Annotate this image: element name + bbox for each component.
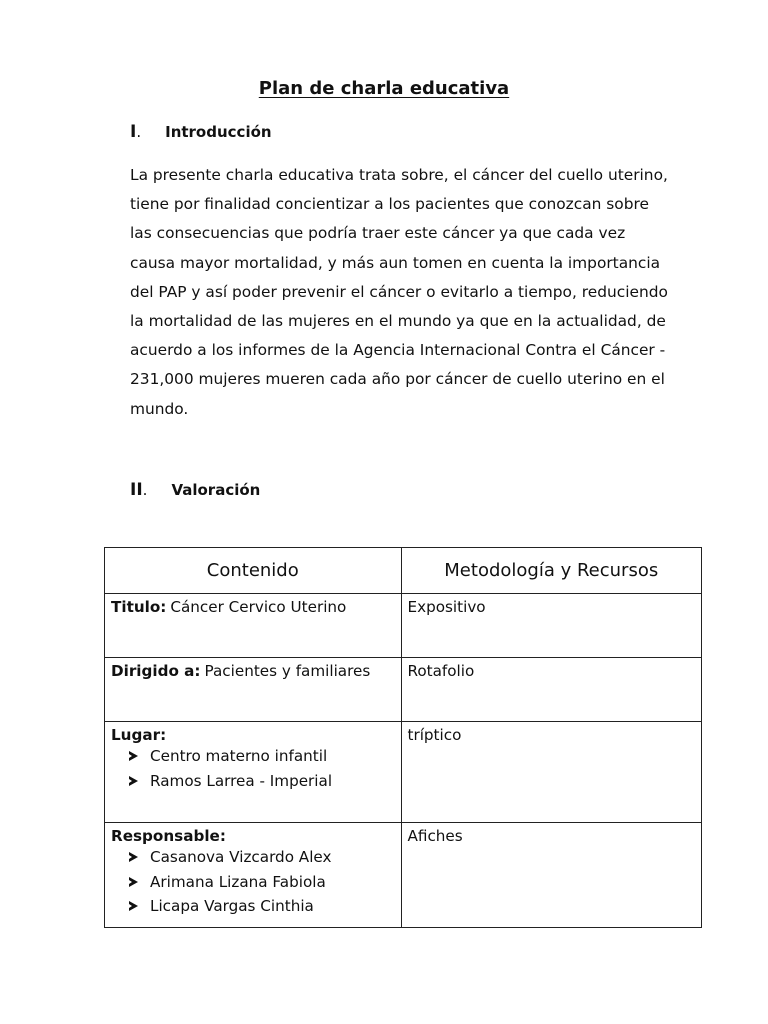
list-item bbox=[129, 894, 395, 919]
section-heading-valoracion bbox=[130, 480, 260, 500]
cell-contenido bbox=[105, 722, 402, 823]
arrow-bullet-icon bbox=[129, 901, 138, 911]
section-number: II bbox=[130, 480, 143, 500]
row-label: Responsable: bbox=[111, 827, 226, 845]
section-separator: . bbox=[136, 123, 142, 141]
cell-recurso: Expositivo bbox=[401, 594, 702, 658]
arrow-bullet-icon bbox=[129, 751, 138, 761]
list-item-text: Centro materno infantil bbox=[150, 747, 328, 765]
row-value: Cáncer Cervico Uterino bbox=[170, 598, 347, 616]
arrow-bullet-icon bbox=[129, 877, 138, 887]
cell-contenido bbox=[105, 658, 402, 722]
list-item-text: Ramos Larrea - Imperial bbox=[150, 771, 333, 790]
responsable-list bbox=[111, 845, 395, 919]
section-title: Valoración bbox=[171, 481, 261, 499]
row-label: Titulo: bbox=[111, 598, 167, 616]
list-item bbox=[129, 870, 395, 895]
cell-contenido bbox=[105, 823, 402, 928]
table-row-lugar bbox=[105, 722, 702, 823]
cell-contenido bbox=[105, 594, 402, 658]
document-title: Plan de charla educativa bbox=[258, 78, 510, 99]
section-separator: . bbox=[142, 481, 148, 499]
list-item bbox=[129, 769, 395, 794]
introduction-paragraph: La presente charla educativa trata sobre, el cáncer del cuello uterino, tiene por finalidad concientizar a los pacientes que conozcan sobre las consecuencias que podría traer este cáncer ya que cada vez causa mayor mortalidad, y más aun tomen en cuenta la importancia del PAP y así poder prevenir el cáncer o evitarlo a tiempo, reduciendo la mortalidad de las mujeres en el mundo ya que en la actualidad, de acuerdo a los informes de la Agencia Internacional Contra el Cáncer - 231,000 mujeres mueren cada año por cáncer de cuello uterino en el mundo. bbox=[130, 166, 668, 418]
section-title: Introducción bbox=[165, 123, 272, 141]
cell-recurso: tríptico bbox=[401, 722, 702, 823]
arrow-bullet-icon bbox=[129, 776, 138, 786]
cell-recurso: Rotafolio bbox=[401, 658, 702, 722]
list-item-text: Licapa Vargas Cinthia bbox=[150, 897, 314, 915]
table-row-titulo bbox=[105, 594, 702, 658]
row-value: Pacientes y familiares bbox=[204, 662, 371, 680]
row-label: Lugar: bbox=[111, 726, 167, 744]
list-item-text: Arimana Lizana Fabiola bbox=[150, 872, 326, 891]
valoracion-table bbox=[104, 547, 702, 928]
table-row-responsable bbox=[105, 823, 702, 928]
row-label: Dirigido a: bbox=[111, 662, 201, 680]
list-item-text: Casanova Vizcardo Alex bbox=[150, 848, 332, 866]
arrow-bullet-icon bbox=[129, 852, 138, 862]
list-item bbox=[129, 845, 395, 870]
header-metodologia: Metodología y Recursos bbox=[401, 548, 702, 594]
header-contenido: Contenido bbox=[105, 548, 402, 594]
lugar-list bbox=[111, 744, 395, 793]
table-row-dirigido bbox=[105, 658, 702, 722]
section-heading-introduccion bbox=[130, 122, 272, 142]
list-item bbox=[129, 744, 395, 769]
table-header-row bbox=[105, 548, 702, 594]
section-number: I bbox=[130, 122, 137, 142]
cell-recurso: Afiches bbox=[401, 823, 702, 928]
